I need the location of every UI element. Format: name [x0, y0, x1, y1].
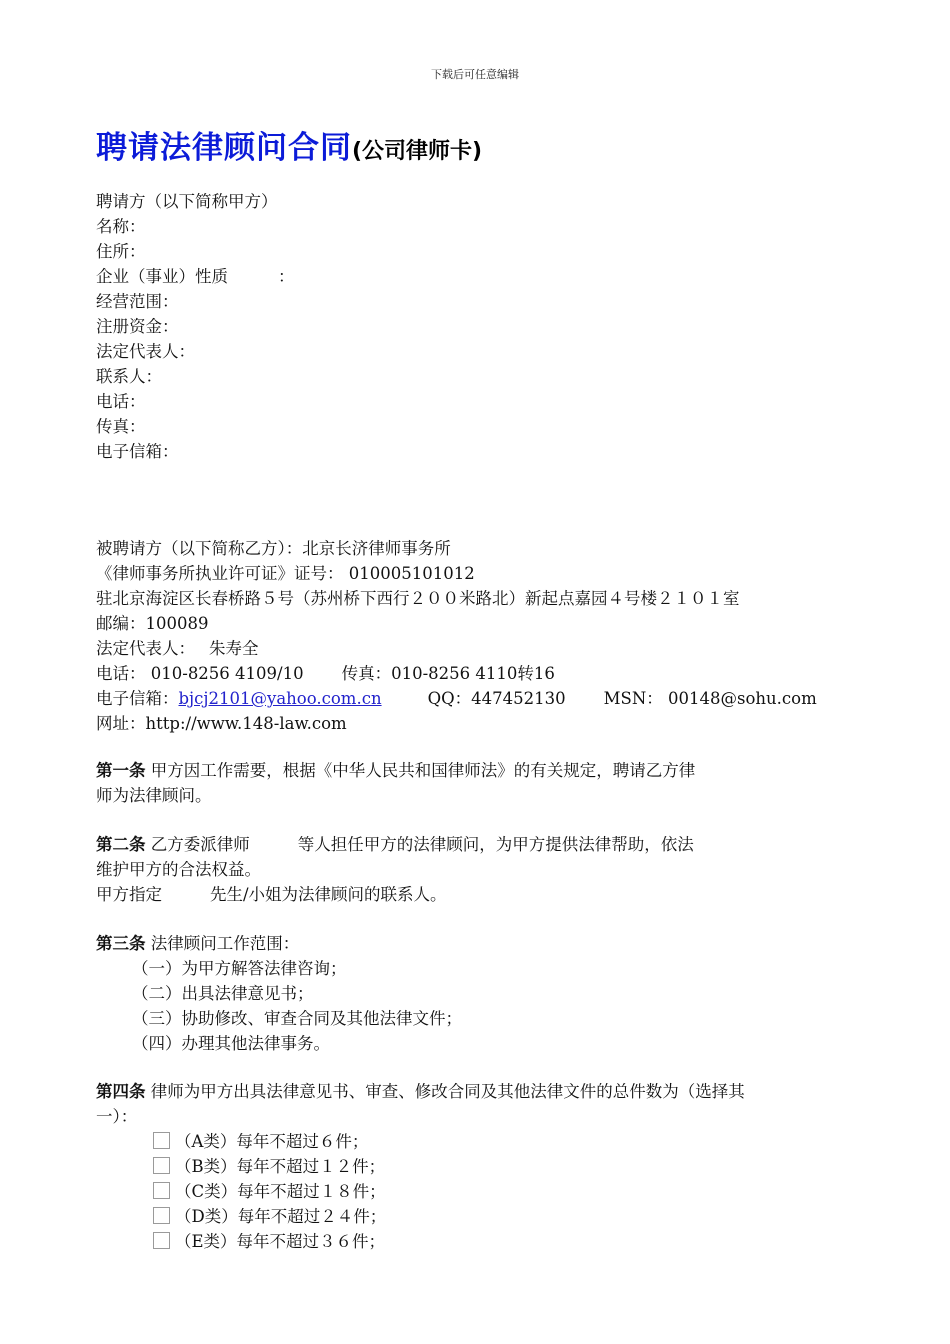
title-main: 聘请法律顾问合同	[96, 130, 352, 166]
scope-item: （二）出具法律意见书；	[132, 984, 314, 1003]
article-2-line1a: 乙方委派律师	[150, 835, 250, 854]
firm-msn: MSN： 00148@sohu.com	[603, 689, 817, 708]
option-a[interactable]	[96, 1129, 866, 1154]
firm-legal-rep-label: 法定代表人：	[96, 639, 195, 658]
contract-title	[96, 122, 482, 167]
field-name: 名称：	[96, 217, 146, 236]
option-e[interactable]	[96, 1229, 866, 1254]
article-2-line3b: 先生/小姐为法律顾问的联系人。	[210, 885, 447, 904]
checkbox-d[interactable]	[153, 1207, 170, 1224]
field-fax: 传真：	[96, 417, 146, 436]
firm-email-link[interactable]: bjcj2101@yahoo.com.cn	[178, 689, 382, 708]
article-2-line2: 维护甲方的合法权益。	[96, 860, 261, 879]
party-a-section	[96, 189, 866, 464]
article-1-label: 第一条	[96, 761, 146, 780]
firm-legal-rep	[96, 636, 866, 661]
article-2-label: 第二条	[96, 835, 146, 854]
firm-address: 驻北京海淀区长春桥路５号（苏州桥下西行２００米路北）新起点嘉园４号楼２１０１室	[96, 589, 740, 608]
article-3	[96, 931, 866, 1056]
firm-fax: 传真：010-8256 4110转16	[341, 664, 555, 683]
article-3-text: 法律顾问工作范围：	[150, 934, 300, 953]
field-nature-colon: ：	[278, 267, 295, 286]
article-2	[96, 832, 866, 907]
field-nature	[96, 264, 866, 289]
article-4-line2: 一）：	[96, 1107, 138, 1126]
article-4-line1: 律师为甲方出具法律意见书、审查、修改合同及其他法律文件的总件数为（选择其	[150, 1082, 745, 1101]
checkbox-c[interactable]	[153, 1182, 170, 1199]
field-nature-label: 企业（事业）性质	[96, 267, 228, 286]
checkbox-a[interactable]	[153, 1132, 170, 1149]
option-c[interactable]	[96, 1179, 866, 1204]
article-2-line1b: 等人担任甲方的法律顾问，为甲方提供法律帮助，依法	[297, 835, 694, 854]
option-b[interactable]	[96, 1154, 866, 1179]
firm-contacts	[96, 686, 866, 711]
party-b-section	[96, 536, 866, 736]
article-1-line2: 师为法律顾问。	[96, 786, 212, 805]
option-a-label: （A类）每年不超过６件；	[175, 1132, 369, 1151]
party-b-heading: 被聘请方（以下简称乙方）：北京长济律师事务所	[96, 539, 451, 558]
checkbox-b[interactable]	[153, 1157, 170, 1174]
postcode: 邮编：100089	[96, 614, 209, 633]
option-e-label: （E类）每年不超过３６件；	[175, 1232, 386, 1251]
field-business-scope: 经营范围：	[96, 292, 179, 311]
option-c-label: （C类）每年不超过１８件；	[175, 1182, 386, 1201]
field-registered-capital: 注册资金：	[96, 317, 179, 336]
firm-legal-rep-name: 朱寿全	[209, 639, 259, 658]
option-d-label: （D类）每年不超过２４件；	[175, 1207, 387, 1226]
field-contact: 联系人：	[96, 367, 162, 386]
scope-item: （三）协助修改、审查合同及其他法律文件；	[132, 1009, 462, 1028]
license-number: 《律师事务所执业许可证》证号： 010005101012	[96, 564, 475, 583]
header-note: 下载后可任意编辑	[431, 68, 519, 81]
field-address: 住所：	[96, 242, 146, 261]
firm-phone-fax	[96, 661, 866, 686]
field-legal-rep: 法定代表人：	[96, 342, 195, 361]
article-2-line3a: 甲方指定	[96, 885, 162, 904]
firm-qq: QQ：447452130	[427, 689, 566, 708]
option-d[interactable]	[96, 1204, 866, 1229]
party-a-heading: 聘请方（以下简称甲方）	[96, 192, 278, 211]
field-email: 电子信箱：	[96, 442, 179, 461]
article-4-label: 第四条	[96, 1082, 146, 1101]
scope-item: （一）为甲方解答法律咨询；	[132, 959, 347, 978]
article-4	[96, 1079, 866, 1254]
field-phone: 电话：	[96, 392, 146, 411]
firm-phone: 电话： 010-8256 4109/10	[96, 664, 304, 683]
article-3-label: 第三条	[96, 934, 146, 953]
article-1	[96, 758, 866, 808]
firm-website: 网址：http://www.148-law.com	[96, 714, 347, 733]
title-sub: (公司律师卡)	[352, 139, 483, 164]
scope-item: （四）办理其他法律事务。	[132, 1034, 330, 1053]
checkbox-e[interactable]	[153, 1232, 170, 1249]
firm-email-label: 电子信箱：	[96, 689, 179, 708]
article-1-line1: 甲方因工作需要，根据《中华人民共和国律师法》的有关规定，聘请乙方律	[150, 761, 696, 780]
option-b-label: （B类）每年不超过１２件；	[175, 1157, 386, 1176]
